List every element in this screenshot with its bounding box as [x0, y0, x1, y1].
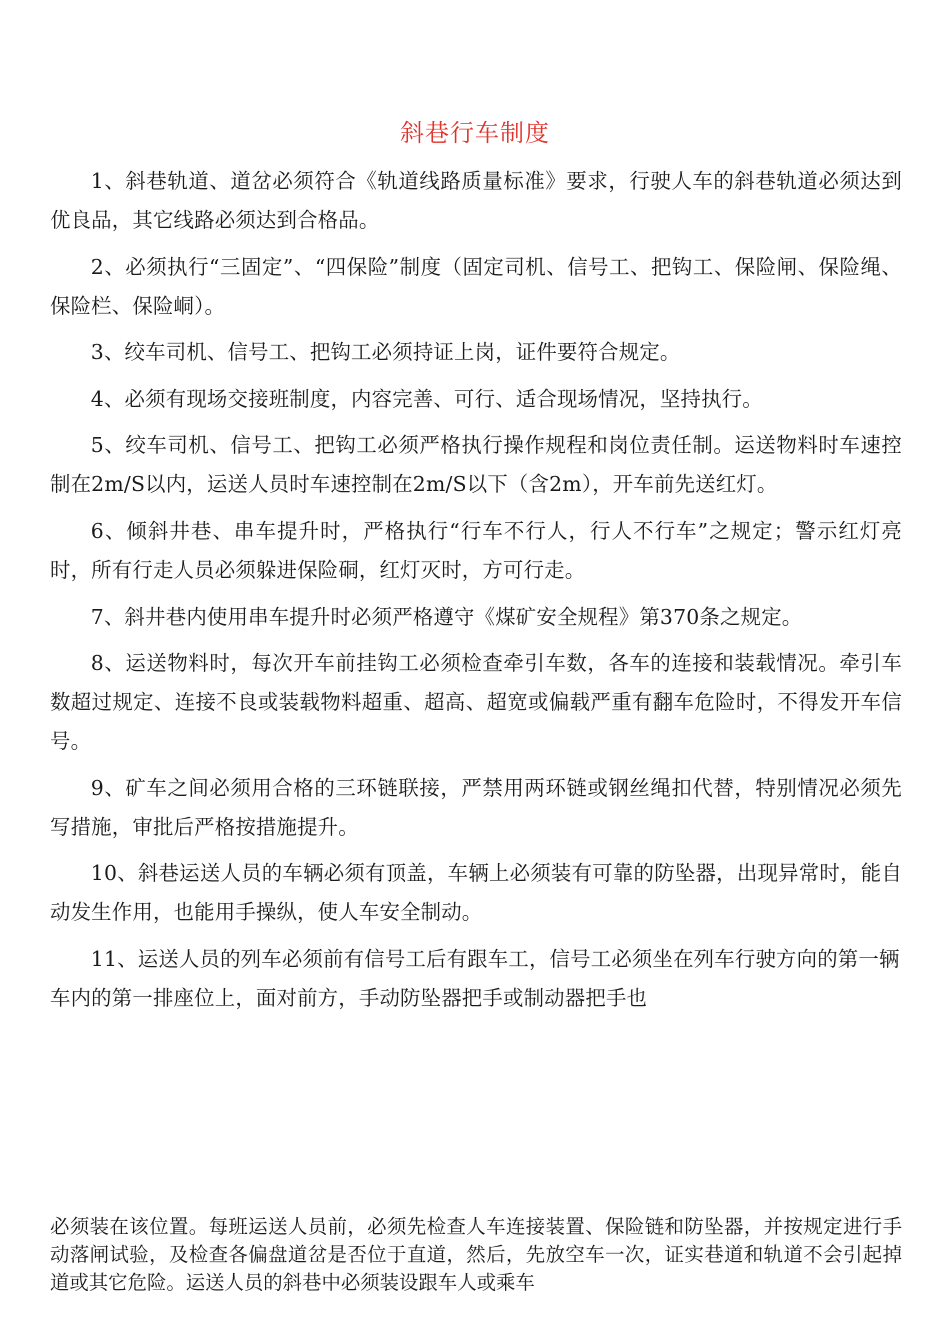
paragraph-11: 11、运送人员的列车必须前有信号工后有跟车工，信号工必须坐在列车行驶方向的第一辆车内的第一排座位上，面对前方，手动防坠器把手或制动器把手也: [50, 946, 900, 1010]
paragraph-8: 8、运送物料时，每次开车前挂钩工必须检查牵引车数，各车的连接和装载情况。牵引车数超过规定、连接不良或装载物料超重、超高、超宽或偏载严重有翻车危险时，不得发开车信号。: [50, 651, 902, 754]
paragraph-3: 3、绞车司机、信号工、把钩工必须持证上岗，证件要符合规定。: [90, 340, 681, 365]
continuation-text: 必须装在该位置。每班运送人员前，必须先检查人车连接装置、保险链和防坠器，并按规定进行手动落闸试验，及检查各偏盘道岔是否位于直道，然后，先放空车一次，证实巷道和轨道不会引起掉道或其它危险。运送人员的斜巷中必须装设跟车人或乘车: [50, 1215, 902, 1294]
paragraph-10: 10、斜巷运送人员的车辆必须有顶盖，车辆上必须装有可靠的防坠器，出现异常时，能自动发生作用，也能用手操纵，使人车安全制动。: [50, 861, 902, 925]
paragraph-7: 7、斜井巷内使用串车提升时必须严格遵守《煤矿安全规程》第370条之规定。: [90, 604, 803, 629]
paragraph-5: 5、绞车司机、信号工、把钩工必须严格执行操作规程和岗位责任制。运送物料时车速控制在2m/S以内，运送人员时车速控制在2m/S以下（含2m），开车前先送红灯。: [50, 433, 902, 497]
paragraph-1: 1、斜巷轨道、道岔必须符合《轨道线路质量标准》要求，行驶人车的斜巷轨道必须达到优良品，其它线路必须达到合格品。: [50, 169, 902, 232]
paragraph-4: 4、必须有现场交接班制度，内容完善、可行、适合现场情况，坚持执行。: [90, 386, 763, 411]
paragraph-2: 2、必须执行“三固定”、“四保险”制度（固定司机、信号工、把钩工、保险闸、保险绳、保险栏、保险峒）。: [50, 254, 902, 318]
document-title: 斜巷行车制度: [400, 119, 550, 147]
paragraph-9: 9、矿车之间必须用合格的三环链联接，严禁用两环链或钢丝绳扣代替，特别情况必须先写措施，审批后严格按措施提升。: [50, 775, 902, 839]
page-continuation: [50, 1213, 902, 1297]
paragraph-6: 6、倾斜井巷、串车提升时，严格执行“行车不行人，行人不行车”之规定；警示红灯亮时，所有行走人员必须躲进保险硐，红灯灭时，方可行走。: [50, 518, 902, 582]
document-body: [50, 162, 902, 1026]
